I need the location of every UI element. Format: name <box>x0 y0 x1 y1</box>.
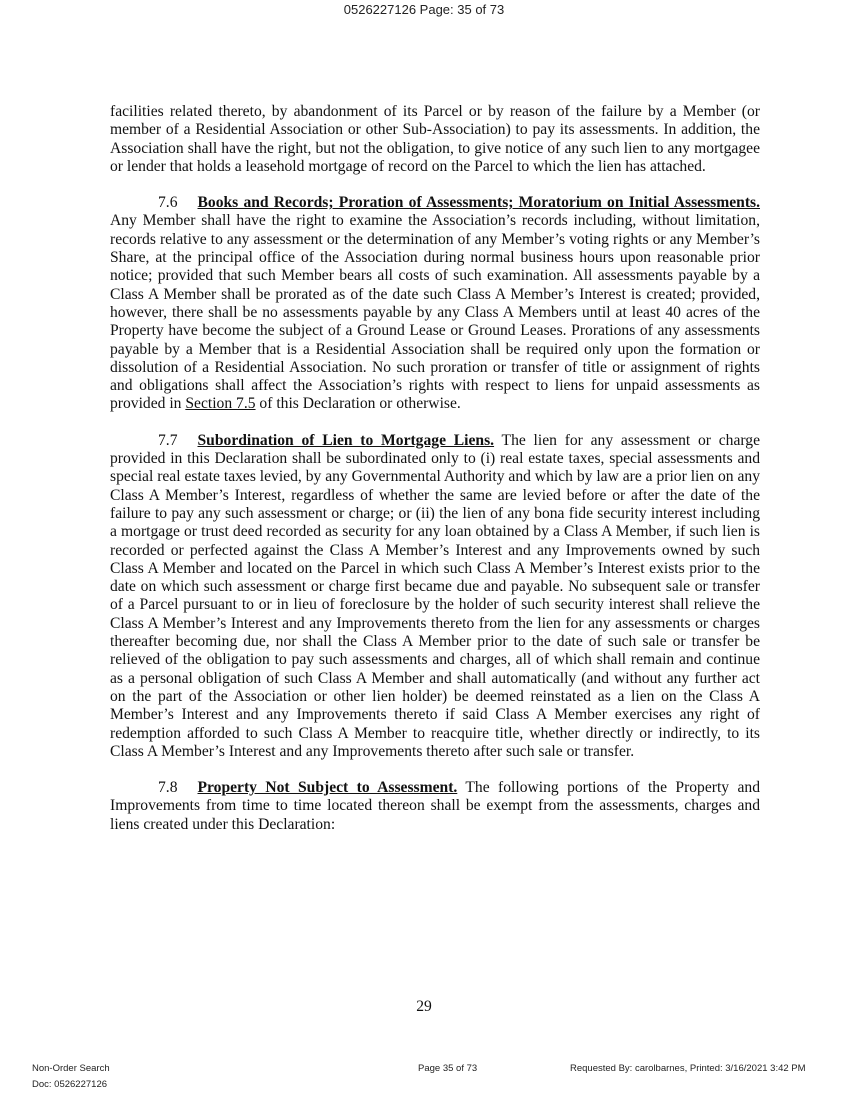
section-text-end: of this Declaration or otherwise. <box>255 395 461 413</box>
section-title: Books and Records; Proration of Assessments; Moratorium on Initial Assessments. <box>197 194 760 212</box>
section-text: The following portions of the Property and Improvements from time to time located thereon shall be exempt from the assessments, charges and liens created under this Declaration: <box>110 779 760 833</box>
section-title: Property Not Subject to Assessment. <box>197 779 458 797</box>
section-7-6 <box>110 194 760 414</box>
footer-search-type: Non-Order Search <box>32 1063 110 1074</box>
section-text: Any Member shall have the right to examine the Association’s records including, without limitation, records relative to any assessment or the determination of any Member’s voting rights or any Member’s Share, at the principal office of the Association during normal business hours upon reasonable prior notice; provided that such Member bears all costs of such examination. All assessments payable by a Class A Member shall be prorated as of the date such Class A Member’s Interest is created; provided, however, there shall be no assessments payable by any Class A Members until at least 40 acres of the Property have become the subject of a Ground Lease or Ground Leases. Prorations of any assessments payable by a Member that is a Residential Association shall be required only upon the formation or dissolution of a Residential Association. No such proration or transfer of title or assignment of rights and obligations shall affect the Association’s rights with respect to liens for unpaid assessments as provided in <box>110 212 760 413</box>
section-reference-link[interactable]: Section 7.5 <box>185 395 256 413</box>
document-page-header: 0526227126 Page: 35 of 73 <box>343 2 505 17</box>
section-number: 7.6 <box>158 194 178 212</box>
section-7-7 <box>110 432 760 761</box>
section-7-8 <box>110 779 760 834</box>
page-number: 29 <box>416 998 432 1015</box>
footer-requested-by: Requested By: carolbarnes, Printed: 3/16/2021 3:42 PM <box>570 1063 806 1074</box>
section-text: The lien for any assessment or charge provided in this Declaration shall be subordinated only to (i) real estate taxes, special assessments and special real estate taxes levied, by any Governmental Authority and which by law are a prior lien on any Class A Member’s Interest, regardless of whether the same are levied before or after the date of the failure to pay any such assessment or charge; or (ii) the lien of any bona fide security interest including a mortgage or trust deed recorded as security for any loan obtained by a Class A Member, if such lien is recorded or perfected against the Class A Member’s Interest and any Improvements owned by such Class A Member and located on the Parcel in which such Class A Member’s Interest exists prior to the date on which such assessment or charge first became due and payable. No subsequent sale or transfer of a Parcel pursuant to or in lieu of foreclosure by the holder of such security interest shall relieve the Class A Member’s Interest and any Improvements thereto from the lien for any assessments or charges thereafter becoming due, nor shall the Class A Member prior to the date of such sale or transfer be relieved of the obligation to pay such assessments and charges, all of which shall remain and continue as a personal obligation of such Class A Member and shall automatically (and without any further act on the part of the Association or other lien holder) be deemed reinstated as a lien on the Class A Member’s Interest and any Improvements thereto if said Class A Member exercises any right of redemption afforded to such Class A Member to reacquire title, whether directly or indirectly, to its Class A Member’s Interest and any Improvements thereto after such sale or transfer. <box>110 431 760 760</box>
footer-page: Page 35 of 73 <box>418 1063 478 1074</box>
section-number: 7.7 <box>158 431 178 449</box>
paragraph-continued: facilities related thereto, by abandonment of its Parcel or by reason of the failure by a Member (or member of a Residential Association or other Sub-Association) to pay its assessments. In addition, the Association shall have the right, but not the obligation, to give notice of any such lien to any mortgagee or lender that holds a leasehold mortgage of record on the Parcel to which the lien has attached. <box>110 103 760 175</box>
section-title: Subordination of Lien to Mortgage Liens. <box>197 431 495 449</box>
section-number: 7.8 <box>158 779 178 797</box>
document-body <box>110 103 760 852</box>
footer-doc-id: Doc: 0526227126 <box>32 1079 108 1090</box>
